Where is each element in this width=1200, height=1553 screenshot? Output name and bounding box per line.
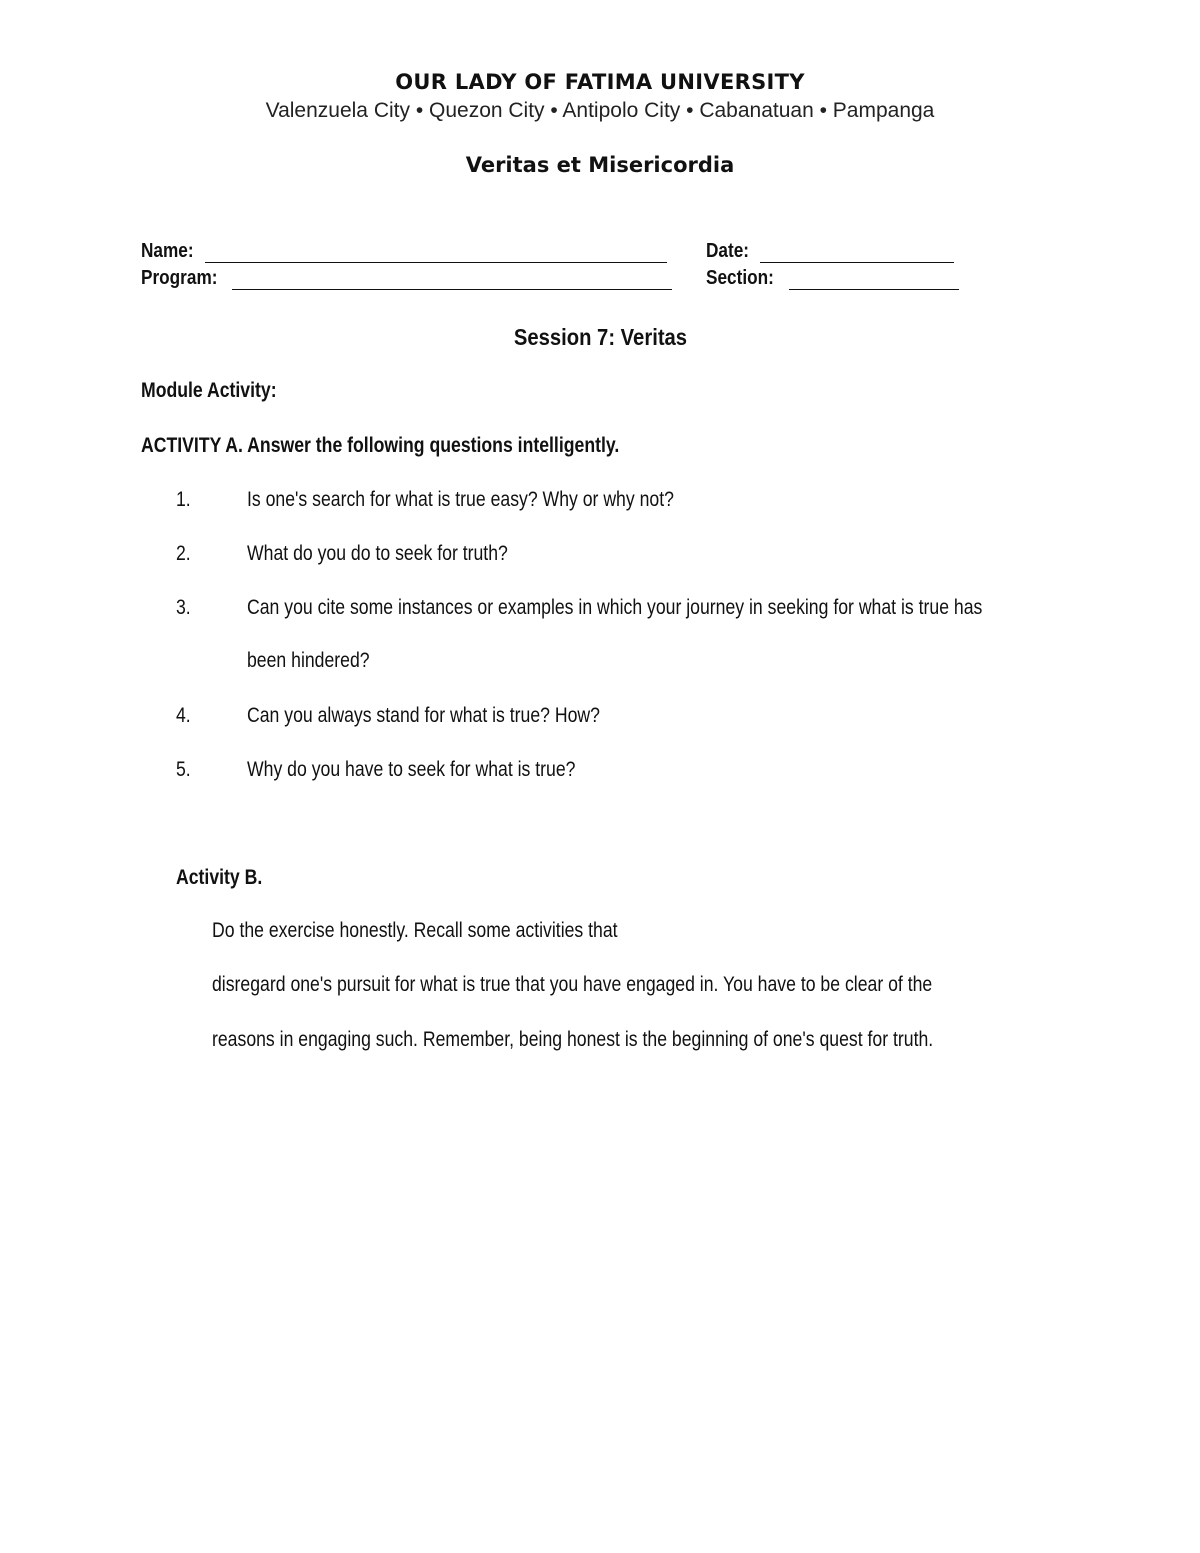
name-field[interactable] (205, 262, 667, 263)
question-text: Is one's search for what is true easy? Why or why not? (247, 488, 674, 511)
date-label: Date: (706, 240, 750, 262)
question-text: Can you always stand for what is true? How? (247, 704, 600, 727)
question-text: What do you do to seek for truth? (247, 542, 508, 565)
section-label: Section: (706, 267, 774, 289)
section-field[interactable] (789, 289, 959, 290)
campus-list: Valenzuela City • Quezon City • Antipolo City • Cabanatuan • Pampanga (265, 99, 935, 122)
question-text: Why do you have to seek for what is true? (247, 758, 576, 781)
question-text: Can you cite some instances or examples in which your journey in seeking for what is true has (247, 596, 983, 619)
module-activity-heading: Module Activity: (141, 379, 277, 402)
university-name: OUR LADY OF FATIMA UNIVERSITY (395, 70, 805, 94)
activity-a-heading: ACTIVITY A. Answer the following questions intelligently. (141, 434, 620, 457)
question-number: 4. (176, 704, 191, 727)
date-field[interactable] (760, 262, 954, 263)
program-field[interactable] (232, 289, 672, 290)
activity-b-line: reasons in engaging such. Remember, being honest is the beginning of one's quest for truth. (212, 1028, 934, 1051)
activity-b-line: Do the exercise honestly. Recall some activities that (212, 919, 618, 942)
question-text-continued: been hindered? (247, 649, 370, 672)
session-title (0, 324, 1200, 351)
program-label: Program: (141, 267, 218, 289)
question-number: 1. (176, 488, 191, 511)
question-number: 2. (176, 542, 191, 565)
university-motto: Veritas et Misericordia (465, 153, 735, 177)
activity-b-heading: Activity B. (176, 866, 263, 889)
activity-b-line: disregard one's pursuit for what is true that you have engaged in. You have to be clear of the (212, 973, 933, 996)
question-number: 5. (176, 758, 191, 781)
question-number: 3. (176, 596, 191, 619)
session-title-text: Session 7: Veritas (513, 324, 687, 350)
name-label: Name: (141, 240, 194, 262)
